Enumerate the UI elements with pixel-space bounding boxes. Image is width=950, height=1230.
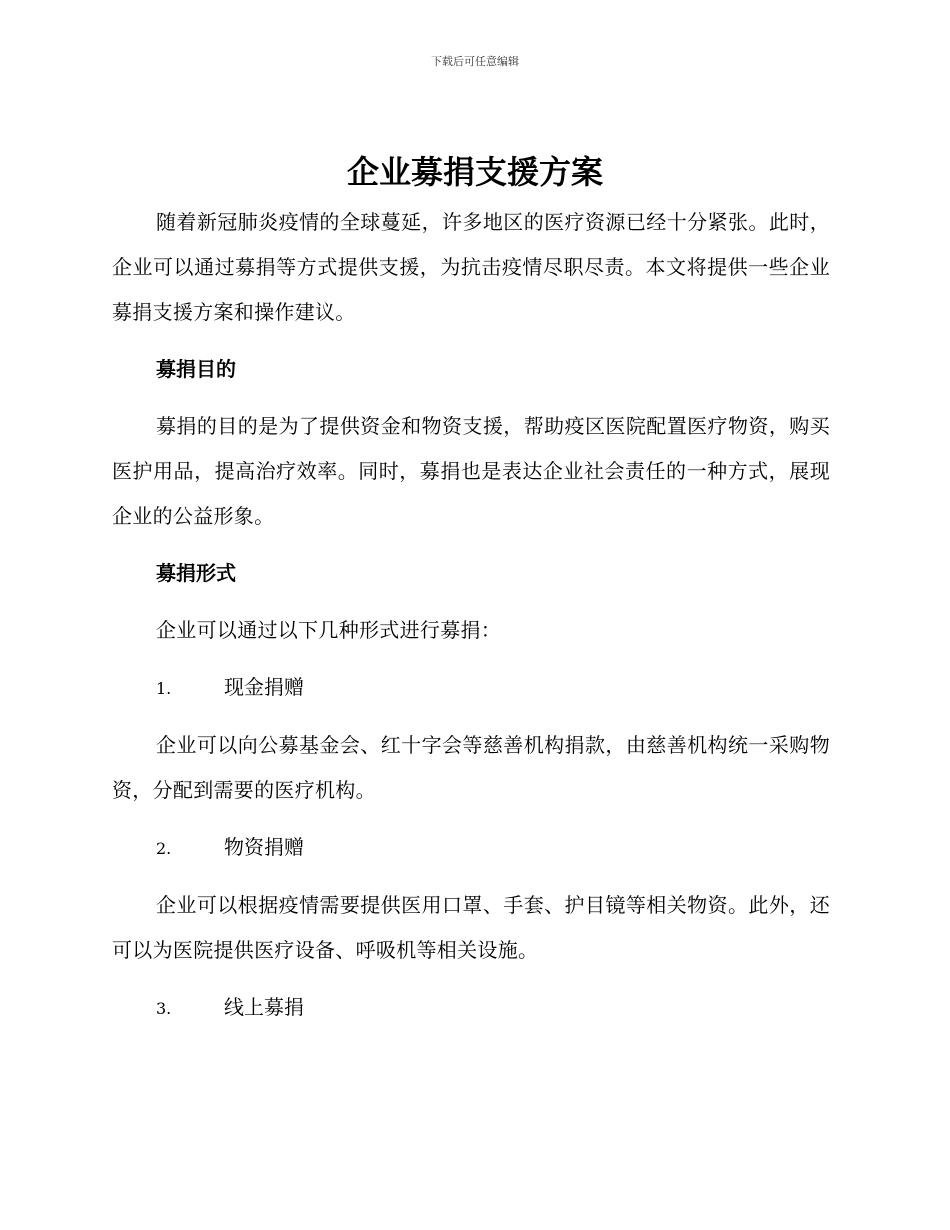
list-item-online	[112, 985, 830, 1031]
spacer	[112, 871, 830, 883]
list-label: 物资捐赠	[224, 835, 304, 859]
spacer	[112, 596, 830, 608]
list-number: 3.	[156, 999, 172, 1018]
list-number: 1.	[156, 679, 172, 698]
spacer	[112, 392, 830, 404]
section-heading-forms: 募捐形式	[156, 561, 236, 585]
spacer	[112, 653, 830, 665]
list-item-cash	[112, 665, 830, 711]
intro-paragraph: 随着新冠肺炎疫情的全球蔓延，许多地区的医疗资源已经十分紧张。此时，企业可以通过募捐等方式提供支援，为抗击疫情尽职尽责。本文将提供一些企业募捐支援方案和操作建议。	[112, 210, 830, 324]
list-item-goods	[112, 825, 830, 871]
section-heading-purpose: 募捐目的	[156, 357, 236, 381]
spacer	[112, 539, 830, 551]
spacer	[112, 335, 830, 347]
spacer	[112, 813, 830, 825]
spacer	[112, 973, 830, 985]
document-body	[112, 200, 830, 1031]
spacer	[112, 711, 830, 723]
document-title: 企业募捐支援方案	[346, 153, 603, 191]
list-label: 现金捐赠	[224, 675, 304, 699]
list-label: 线上募捐	[224, 995, 304, 1019]
section-paragraph-purpose: 募捐的目的是为了提供资金和物资支援，帮助疫区医院配置医疗物资，购买医护用品，提高治疗效率。同时，募捐也是表达企业社会责任的一种方式，展现企业的公益形象。	[112, 414, 830, 528]
list-number: 2.	[156, 839, 172, 858]
list-description-cash: 企业可以向公募基金会、红十字会等慈善机构捐款，由慈善机构统一采购物资，分配到需要的医疗机构。	[112, 733, 830, 802]
list-description-goods: 企业可以根据疫情需要提供医用口罩、手套、护目镜等相关物资。此外，还可以为医院提供医疗设备、呼吸机等相关设施。	[112, 893, 830, 962]
section-paragraph-forms: 企业可以通过以下几种形式进行募捐：	[156, 618, 502, 642]
header-note: 下载后可任意编辑	[431, 55, 519, 68]
